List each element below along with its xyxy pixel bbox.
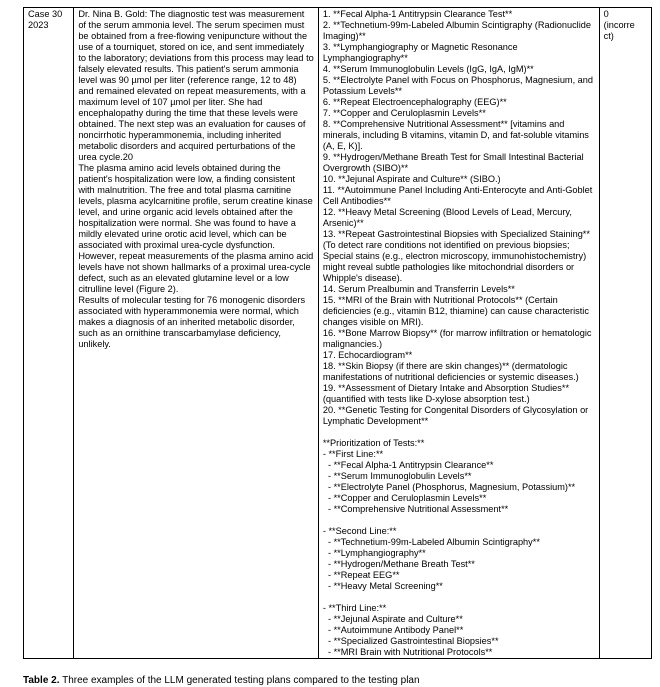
list-item: 6. **Repeat Electroencephalography (EEG)** bbox=[322, 97, 507, 107]
list-item: 2. **Technetium-99m-Labeled Albumin Scintigraphy (Radionuclide Imaging)** bbox=[322, 20, 594, 41]
list-item: 3. **Lymphangiography or Magnetic Resonance Lymphangiography** bbox=[322, 42, 521, 63]
list-item: 15. **MRI of the Brain with Nutritional Protocols** (Certain deficiencies (e.g., vitamin B12, thiamine) can cause characteristic changes visible on MRI). bbox=[322, 295, 592, 327]
list-item: 14. Serum Prealbumin and Transferrin Levels** bbox=[322, 284, 515, 294]
list-item: - **MRI Brain with Nutritional Protocols** bbox=[322, 647, 493, 657]
list-item: 5. **Electrolyte Panel with Focus on Phosphorus, Magnesium, and Potassium Levels** bbox=[322, 75, 596, 96]
list-item: - **Technetium-99m-Labeled Albumin Scintigraphy** bbox=[322, 537, 540, 547]
list-item: - **Fecal Alpha-1 Antitrypsin Clearance** bbox=[322, 460, 494, 470]
case-table bbox=[23, 7, 652, 659]
case-paragraph: Dr. Nina B. Gold: The diagnostic test was measurement of the serum ammonia level. The serum specimen must be obtained from a free-flowing venipuncture without the use of a tourniquet, stored on ice, and sent immediately to the laboratory; deviations from this process may lead to falsely elevated results. This patient's serum ammonia level was 90 µmol per liter (reference range, 12 to 48) and remained elevated on repeat measurements, with a maximum level of 107 µmol per liter. She had encephalopathy during the time that these levels were obtained. The next step was an evaluation for causes of noncirrhotic hyperammonemia, including inherited metabolic disorders and acquired perturbations of the urea cycle.20 bbox=[78, 9, 314, 162]
list-item: 20. **Genetic Testing for Congenital Disorders of Glycosylation or Lymphatic Development** bbox=[322, 405, 591, 426]
list-item: - **Hydrogen/Methane Breath Test** bbox=[322, 559, 475, 569]
list-item: 7. **Copper and Ceruloplasmin Levels** bbox=[322, 108, 486, 118]
list-item: 9. **Hydrogen/Methane Breath Test for Small Intestinal Bacterial Overgrowth (SIBO)** bbox=[322, 152, 587, 173]
case-paragraph: The plasma amino acid levels obtained during the patient's hospitalization were low, a finding consistent with malnutrition. The free and total plasma carnitine levels, plasma acylcarnitine profile, serum creatine kinase level, and urine organic acid levels obtained after the hospitalization were normal. She was found to have a mildly elevated urine orotic acid level, which can be associated with proximal urea-cycle dysfunction. However, repeat measurements of the plasma amino acid levels have not shown hallmarks of a proximal urea-cycle defect, such as an elevated glutamine level or a low citrulline level (Figure 2). bbox=[78, 163, 314, 294]
list-item: 8. **Comprehensive Nutritional Assessment** [vitamins and minerals, including B vitamins, vitamin D, and fat-soluble vitamins (A, E, K)]. bbox=[322, 119, 592, 151]
score-value: 0 (incorre ct) bbox=[603, 9, 635, 41]
list-item: 4. **Serum Immunoglobulin Levels (IgG, IgA, IgM)** bbox=[322, 64, 534, 74]
list-item: 10. **Jejunal Aspirate and Culture** (SIBO.) bbox=[322, 174, 501, 184]
test-list bbox=[323, 9, 595, 427]
list-item: 12. **Heavy Metal Screening (Blood Levels of Lead, Mercury, Arsenic)** bbox=[322, 207, 574, 228]
first-line-heading: - **First Line:** bbox=[322, 449, 384, 459]
list-item: 19. **Assessment of Dietary Intake and Absorption Studies** (quantified with tests like D-xylose absorption test.) bbox=[322, 383, 572, 404]
caption-label: Table 2. bbox=[23, 675, 60, 686]
list-item: - **Heavy Metal Screening** bbox=[322, 581, 443, 591]
second-line-heading: - **Second Line:** bbox=[322, 526, 397, 536]
list-item: - **Autoimmune Antibody Panel** bbox=[322, 625, 464, 635]
list-item: - **Comprehensive Nutritional Assessment** bbox=[322, 504, 509, 514]
list-item: - **Copper and Ceruloplasmin Levels** bbox=[322, 493, 487, 503]
list-item: 13. **Repeat Gastrointestinal Biopsies with Specialized Staining** (To detect rare conditions not identified on previous biopsies; Special stains (e.g., electron microscopy, immunohistochemistry) might reveal subtle pathologies like mitochondrial disorders or Whipple's disease). bbox=[322, 229, 593, 283]
list-item: - **Electrolyte Panel (Phosphorus, Magnesium, Potassium)** bbox=[322, 482, 576, 492]
score-cell bbox=[599, 8, 651, 659]
list-item: - **Specialized Gastrointestinal Biopsies** bbox=[322, 636, 499, 646]
case-id: Case 30 2023 bbox=[28, 9, 63, 30]
prioritization-heading: **Prioritization of Tests:** bbox=[322, 438, 425, 448]
list-item: 17. Echocardiogram** bbox=[322, 350, 413, 360]
list-item: 18. **Skin Biopsy (if there are skin changes)** (dermatologic manifestations of nutritional deficiencies or systemic diseases.) bbox=[322, 361, 579, 382]
list-item: 11. **Autoimmune Panel Including Anti-Enterocyte and Anti-Goblet Cell Antibodies** bbox=[322, 185, 595, 206]
list-item: 1. **Fecal Alpha-1 Antitrypsin Clearance Test** bbox=[322, 9, 513, 19]
caption-text: Three examples of the LLM generated testing plans compared to the testing plan bbox=[59, 675, 420, 686]
prioritization bbox=[323, 438, 595, 658]
case-text-cell bbox=[74, 8, 319, 659]
case-paragraph: Results of molecular testing for 76 monogenic disorders associated with hyperammonemia were normal, which makes a diagnosis of an inherited metabolic disorder, such as an ornithine transcarbamylase deficiency, unlikely. bbox=[78, 295, 306, 349]
table-caption bbox=[23, 675, 660, 687]
testing-plan-cell bbox=[318, 8, 599, 659]
list-item: 16. **Bone Marrow Biopsy** (for marrow infiltration or hematologic malignancies.) bbox=[322, 328, 595, 349]
list-item: - **Repeat EEG** bbox=[322, 570, 400, 580]
third-line-heading: - **Third Line:** bbox=[322, 603, 387, 613]
list-item: - **Lymphangiography** bbox=[322, 548, 426, 558]
case-id-cell bbox=[24, 8, 74, 659]
table-row bbox=[24, 8, 652, 659]
list-item: - **Serum Immunoglobulin Levels** bbox=[322, 471, 472, 481]
list-item: - **Jejunal Aspirate and Culture** bbox=[322, 614, 463, 624]
